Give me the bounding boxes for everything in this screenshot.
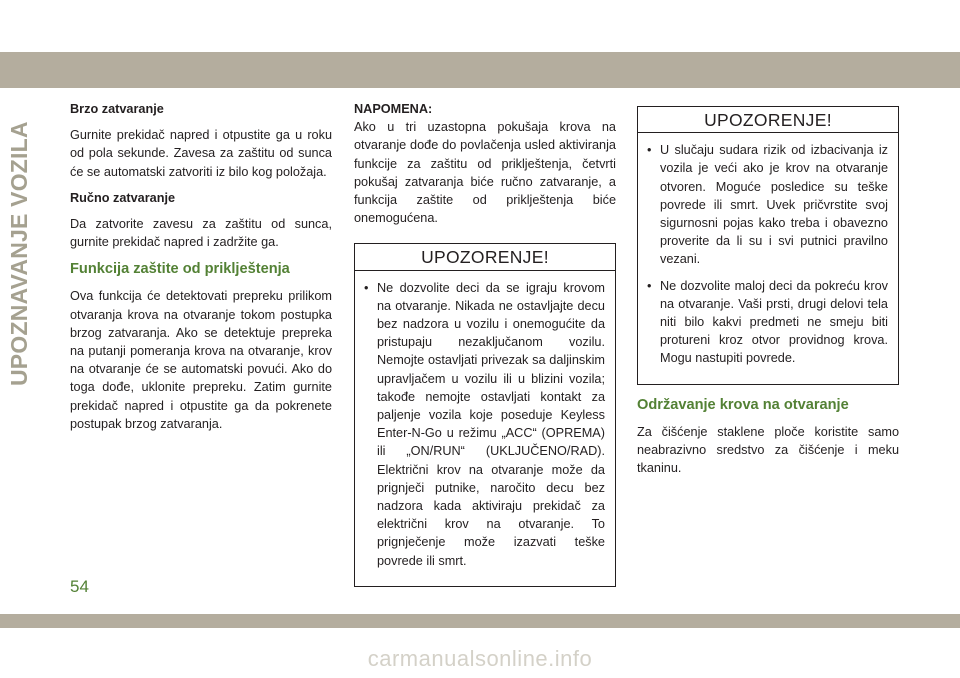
warning-bullet: • U slučaju sudara rizik od izbacivanja iz vozila je veći ako je krov na otvaranje otvoren. Moguće posledice su teške povrede ili smrt. Uvek pričvrstite svoj sigurnosni pojas kako treba i obavezno proverite da li su i svi putnici pravilno vezani. <box>646 141 888 268</box>
pinch-protection-text: Ova funkcija će detektovati prepreku prilikom otvaranja krova na otvaranje tokom postupka brzog zatvaranja. Ako se detektuje prepreka na putanji pomeranja krova na otvaranje, krov na otvaranje će se automatski povući. Ako do toga dođe, uklonite prepreku. Zatim gurnite prekidač napred i otpustite ga da pokrenete postupak brzog zatvaranja. <box>70 289 332 431</box>
warning-box-children <box>354 243 616 586</box>
quick-close-heading: Brzo zatvaranje <box>70 102 164 116</box>
warning-box-collision <box>637 106 899 385</box>
header-band <box>0 52 960 88</box>
column-left <box>70 100 332 441</box>
warning-title: UPOZORENJE! <box>638 107 898 133</box>
note-label: NAPOMENA: <box>354 102 433 116</box>
manual-close-text: Da zatvorite zavesu za zaštitu od sunca, gurnite prekidač napred i zadržite ga. <box>70 217 332 250</box>
warning-bullet: • Ne dozvolite maloj deci da pokreću krov na otvaranje. Vaši prsti, drugi delovi tela niti bilo kakvi predmeti ne smeju biti protureni kroz otvor providnog krova. Mogu nastupiti povrede. <box>646 277 888 368</box>
note-text: Ako u tri uzastopna pokušaja krova na otvaranje dođe do povlačenja usled aktiviranja funkcije za zaštitu od priklještenja, četvrti pokušaj zatvaranja biće ručno zatvaranje, a funkcija zaštite od priklještenja biće onemogućena. <box>354 120 616 226</box>
footer-band <box>0 614 960 628</box>
warning-body <box>355 271 615 586</box>
warning-title: UPOZORENJE! <box>355 244 615 270</box>
column-middle <box>354 100 616 587</box>
watermark: carmanualsonline.info <box>367 646 593 671</box>
manual-close-heading: Ručno zatvaranje <box>70 190 176 205</box>
pinch-protection-heading: Funkcija zaštite od priklještenja <box>70 261 290 278</box>
warning-bullet: • Ne dozvolite deci da se igraju krovom na otvaranje. Nikada ne ostavljajte decu bez nadzora u vozilu i onemogućite da pristupaju nezaključanom vozilu. Nemojte ostavljati privezak sa daljinskim upravljačem u vozilu ili u blizini vozila; takođe nemojte ostavljati kontakt za paljenje vozila koje poseduje Keyless Enter-N-Go u režimu „ACC“ (OPREMA) ili „ON/RUN“ (UKLJUČENO/RAD). Električni krov na otvaranje može da prignječi putnike, naročito decu bez nadzora kada aktiviraju prekidač za električni krov na otvaranje. To prignječenje može izazvati teške povrede ili smrt. <box>363 279 605 570</box>
quick-close-text: Gurnite prekidač napred i otpustite ga u roku od pola sekunde. Zavesa za zaštitu od sunca će se automatski zatvoriti iz bilo kog položaja. <box>70 128 332 179</box>
column-right <box>637 106 899 485</box>
warning-body <box>638 133 898 383</box>
maintenance-text: Za čišćenje staklene ploče koristite samo neabrazivno sredstvo za čišćenje i meku tkaninu. <box>637 424 899 476</box>
maintenance-heading: Održavanje krova na otvaranje <box>637 396 849 413</box>
section-side-title: UPOZNAVANJE VOZILA <box>6 121 32 386</box>
page-number: 54 <box>70 577 89 596</box>
